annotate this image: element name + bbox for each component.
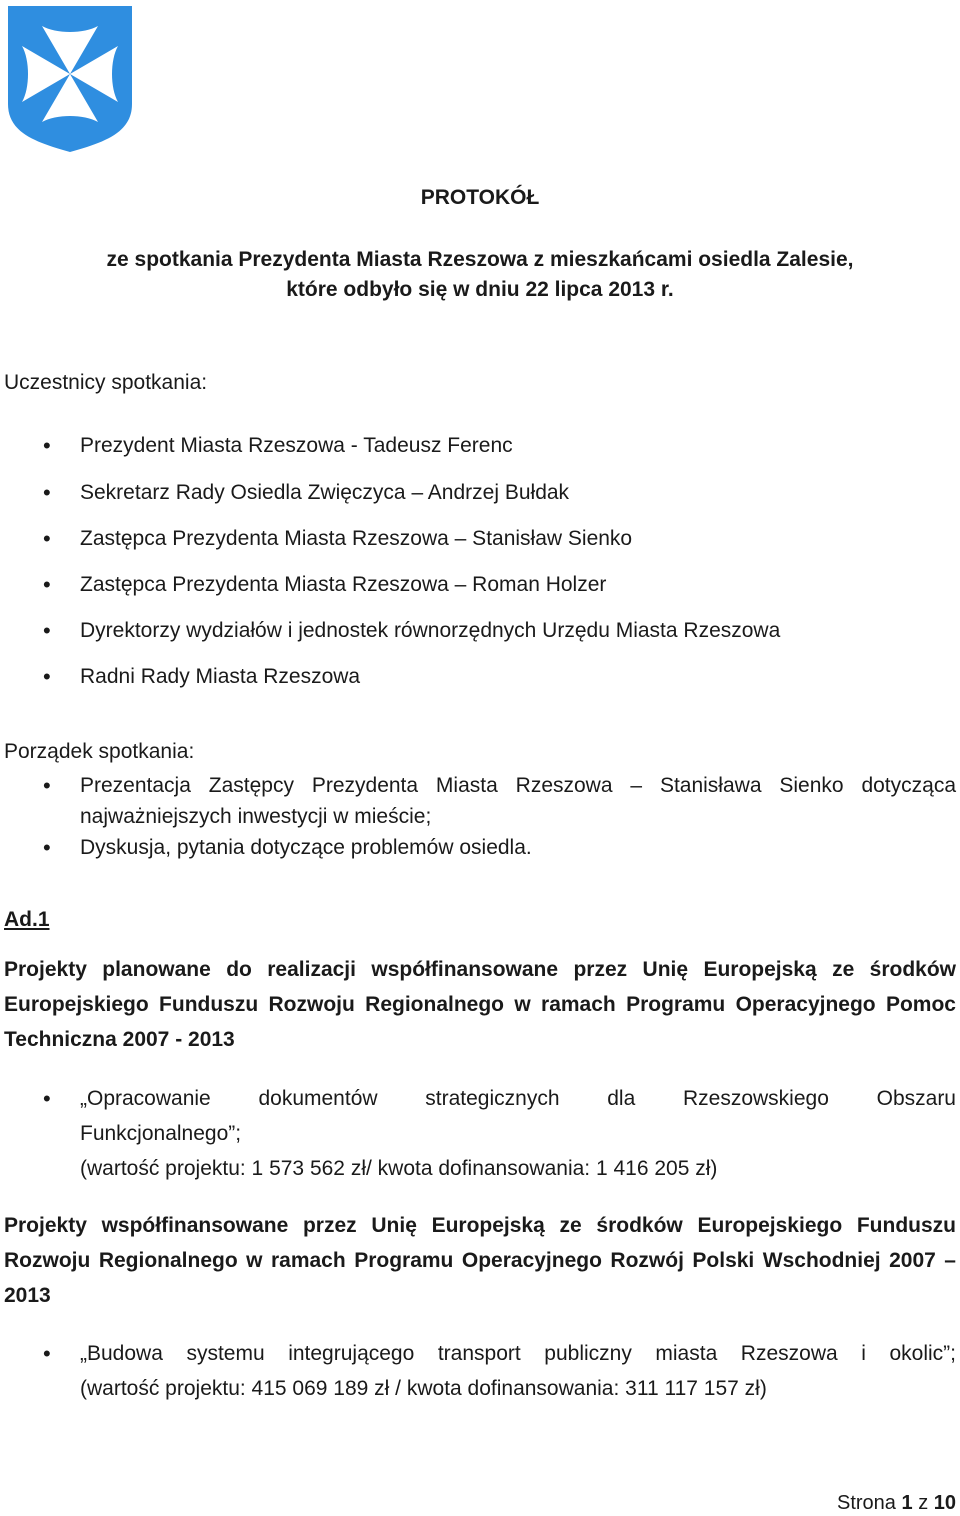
project-item-value: (wartość projektu: 1 573 562 zł/ kwota dofinansowania: 1 416 205 zł) xyxy=(80,1157,718,1180)
city-crest-logo xyxy=(6,4,134,154)
agenda-item-line: najważniejszych inwestycji w mieście; xyxy=(80,805,432,828)
page-separator: z xyxy=(918,1492,929,1514)
projects-heading-rozwoj-polski-wschodniej: Projekty współfinansowane przez Unię Europejską ze środków Europejskiego Funduszu Rozwoju Regionalnego w ramach Programu Operacyjnego Rozwój Polski Wschodniej 2007 – 2013 xyxy=(4,1214,956,1307)
project-item-strategic-documents xyxy=(80,1081,956,1186)
page-number xyxy=(837,1492,956,1515)
participant-item: • Prezydent Miasta Rzeszowa - Tadeusz Ferenc xyxy=(80,430,956,461)
participant-item: • Radni Rady Miasta Rzeszowa xyxy=(80,661,956,692)
agenda-item: • Dyskusja, pytania dotyczące problemów osiedla. xyxy=(80,832,956,863)
agenda-heading: Porządek spotkania: xyxy=(4,740,195,763)
project-item-public-transport xyxy=(80,1336,956,1406)
document-subtitle-line2: które odbyło się w dniu 22 lipca 2013 r. xyxy=(286,278,674,301)
agenda-item xyxy=(80,770,956,832)
participant-item: • Zastępca Prezydenta Miasta Rzeszowa – Roman Holzer xyxy=(80,569,956,600)
page-current: 1 xyxy=(901,1492,913,1514)
document-subtitle-line1: ze spotkania Prezydenta Miasta Rzeszowa z mieszkańcami osiedla Zalesie, xyxy=(106,248,854,271)
participant-item: • Sekretarz Rady Osiedla Zwięczyca – Andrzej Bułdak xyxy=(80,477,956,508)
project-item-line: • „Budowa systemu integrującego transport publiczny miasta Rzeszowa i okolic”; xyxy=(80,1342,956,1365)
document-title: PROTOKÓŁ xyxy=(420,186,540,209)
participant-item: • Dyrektorzy wydziałów i jednostek równorzędnych Urzędu Miasta Rzeszowa xyxy=(80,615,956,646)
project-item-line: • „Opracowanie dokumentów strategicznych dla Rzeszowskiego Obszaru xyxy=(80,1087,956,1110)
page-prefix: Strona xyxy=(837,1492,896,1514)
project-item-value: (wartość projektu: 415 069 189 zł / kwota dofinansowania: 311 117 157 zł) xyxy=(80,1377,767,1400)
participants-heading: Uczestnicy spotkania: xyxy=(4,371,208,394)
section-label-ad1: Ad.1 xyxy=(4,908,50,931)
page-total: 10 xyxy=(933,1492,956,1514)
agenda-item-line: • Prezentacja Zastępcy Prezydenta Miasta Rzeszowa – Stanisława Sienko dotycząca xyxy=(80,774,956,797)
participant-item: • Zastępca Prezydenta Miasta Rzeszowa – Stanisław Sienko xyxy=(80,523,956,554)
projects-heading-pomoc-techniczna: Projekty planowane do realizacji współfinansowane przez Unię Europejską ze środków Europejskiego Funduszu Rozwoju Regionalnego w ramach Programu Operacyjnego Pomoc Techniczna 2007 - 2013 xyxy=(4,958,956,1051)
project-item-line: Funkcjonalnego”; xyxy=(80,1122,242,1145)
